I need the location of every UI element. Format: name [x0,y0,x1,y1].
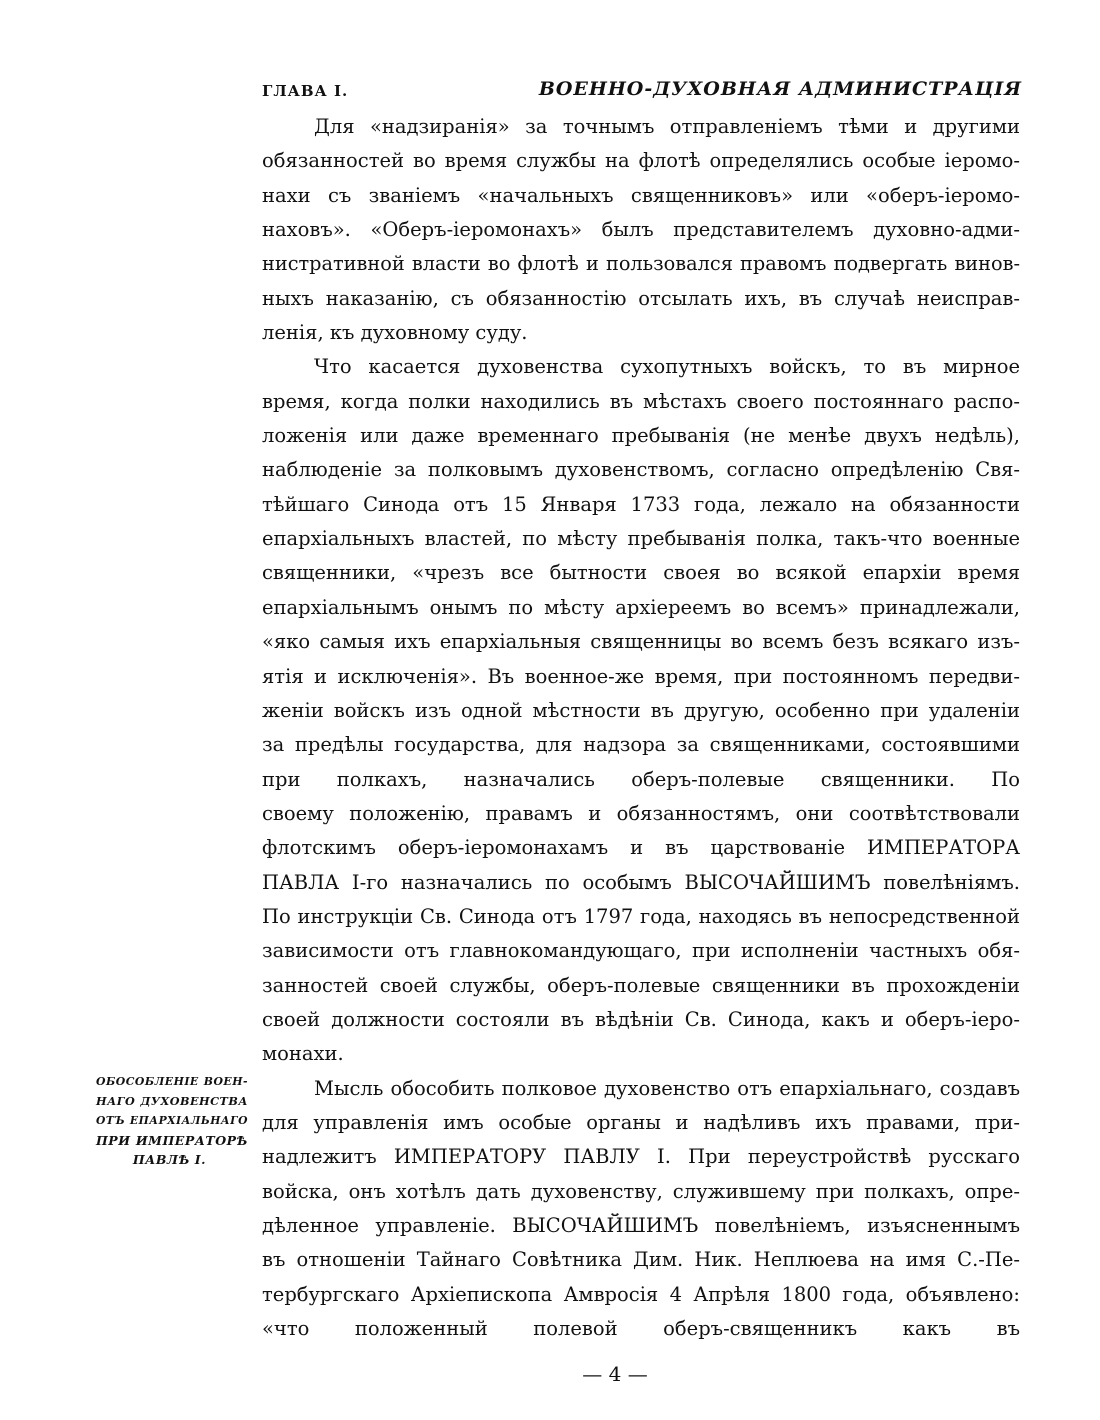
text-line: обязанностей во время службы на флотѣ определялись особые іеромо- [262,149,1020,173]
text-line: Мысль обособить полковое духовенство отъ епархіальнаго, создавъ [314,1076,1020,1100]
text-line: зависимости отъ главнокомандующаго, при исполненіи частныхъ обя- [262,939,1020,963]
text-line: тѣйшаго Синода отъ 15 Января 1733 года, лежало на обязанности [262,492,1020,516]
text-line: женіи войскъ изъ одной мѣстности въ другую, особенно при удаленіи [262,698,1020,722]
text-line: въ отношеніи Тайнаго Совѣтника Дим. Ник. Неплюева на имя С.-Пе- [262,1248,1020,1272]
text-line: ныхъ наказанію, съ обязанностію отсылать ихъ, въ случаѣ неисправ- [262,286,1020,310]
text-line: своему положенію, правамъ и обязанностямъ, они соотвѣтствовали [262,801,1020,825]
text-line: ятія и исключенія». Въ военное-же время, при постоянномъ передви- [262,664,1020,688]
text-line: епархіальныхъ властей, по мѣсту пребыванія полка, такъ-что военные [262,527,1020,551]
text-line: монахи. [262,1042,344,1066]
text-line: Для «надзиранія» за точнымъ отправленіемъ тѣми и другими [314,115,1020,138]
text-line: нистративной власти во флотѣ и пользовался правомъ подвергать винов- [262,252,1020,276]
margin-note [96,1072,248,1170]
text-line: занностей своей службы, оберъ-полевые священники въ прохожденіи [262,973,1020,997]
text-line: при полкахъ, назначались оберъ-полевые священники. По [262,767,1020,791]
text-line: ленія, къ духовному суду. [262,321,528,345]
text-line: время, когда полки находились въ мѣстахъ своего постояннаго распо- [262,389,1020,413]
text-line: флотскимъ оберъ-іеромонахамъ и въ царствованіе ИМПЕРАТОРА [262,836,1020,860]
margin-note-line: ОТЪ ЕПАРХІАЛЬНАГО [96,1114,248,1127]
section-title: ВОЕННО-ДУХОВНАЯ АДМИНИСТРАЦІЯ [538,78,1022,100]
text-line: «что положенный полевой оберъ-священникъ какъ въ [262,1317,1020,1341]
page-number: — 4 — [582,1362,648,1386]
text-line: дѣленное управленіе. ВЫСОЧАЙШИМЪ повелѣніемъ, изъясненнымъ [262,1214,1020,1237]
text-line: епархіальнымъ онымъ по мѣсту архіереемъ во всемъ» принадлежали, [262,595,1020,619]
text-line: тербургскаго Архіепископа Амвросія 4 Апрѣля 1800 года, объявлено: [262,1282,1020,1306]
text-line: наблюденіе за полковымъ духовенствомъ, согласно опредѣленію Свя- [262,458,1020,482]
chapter-label: ГЛАВА I. [262,82,349,100]
margin-note-line: ПАВЛѢ I. [132,1152,206,1167]
text-line: «яко самыя ихъ епархіальныя священницы во всемъ безъ всякаго изъ- [262,630,1020,654]
running-head [262,78,1022,102]
text-line: нахи съ званіемъ «начальныхъ священниковъ» или «оберъ-іеромо- [262,183,1020,207]
margin-note-line: НАГО ДУХОВЕНСТВА [96,1093,248,1108]
text-line: Что касается духовенства сухопутныхъ войскъ, то въ мирное [314,355,1020,379]
body-text [262,110,1020,1346]
text-line: ложенія или даже временнаго пребыванія (не менѣе двухъ недѣль), [262,424,1020,448]
margin-note-line: ПРИ ИМПЕРАТОРѢ [96,1132,248,1148]
text-line: наховъ». «Оберъ-іеромонахъ» былъ представителемъ духовно-адми- [262,218,1020,242]
margin-note-line: ОБОСОБЛЕНІЕ ВОЕН- [96,1075,248,1088]
text-line: для управленія имъ особые органы и надѣливъ ихъ правами, при- [262,1110,1020,1134]
text-line: По инструкціи Св. Синода отъ 1797 года, находясь въ непосредственной [262,904,1020,928]
text-line: надлежитъ ИМПЕРАТОРУ ПАВЛУ I. При переустройствѣ русскаго [262,1145,1020,1169]
text-line: своей должности состояли въ вѣдѣніи Св. Синода, какъ и оберъ-іеро- [262,1007,1020,1031]
text-line: за предѣлы государства, для надзора за священниками, состоявшими [262,733,1020,757]
text-line: войска, онъ хотѣлъ дать духовенству, служившему при полкахъ, опре- [262,1179,1020,1203]
text-line: священники, «чрезъ все бытности своея во всякой епархіи время [262,561,1020,585]
text-line: ПАВЛА I-го назначались по особымъ ВЫСОЧАЙШИМЪ повелѣніямъ. [262,870,1020,894]
